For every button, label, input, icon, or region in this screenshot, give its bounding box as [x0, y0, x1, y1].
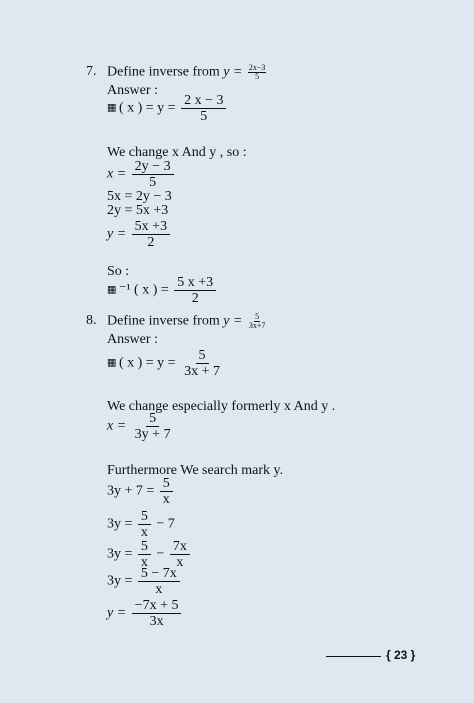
fraction-numerator: 5 [160, 476, 173, 492]
step-fraction [160, 476, 173, 507]
fraction-denominator: 3y + 7 [134, 427, 171, 442]
equation-fraction [181, 93, 226, 124]
item-heading [107, 313, 268, 330]
fraction-denominator: 3x [149, 614, 164, 629]
step [107, 509, 175, 540]
item-number: 7. [86, 64, 97, 79]
function-symbol: ▦ [107, 357, 116, 369]
step-lhs: 3y = [107, 546, 133, 562]
footer-rule [326, 656, 381, 657]
fraction-denominator: x [155, 582, 163, 597]
equation-lhs: ( x ) = y = [118, 100, 176, 116]
step-lhs: x = [107, 166, 127, 182]
answer-label: Answer : [107, 332, 158, 347]
fraction-denominator: x [176, 555, 184, 570]
fraction-numerator: 5 [255, 312, 260, 321]
step-lhs: 3y = [107, 573, 133, 589]
so-label: So : [107, 264, 130, 279]
step-operator: − [156, 546, 165, 562]
result-equation [107, 275, 218, 306]
step: 5x = 2y − 3 [107, 189, 172, 204]
fraction-numerator: 2y − 3 [132, 159, 174, 175]
answer-label: Answer : [107, 83, 158, 98]
fraction-numerator: −7x + 5 [132, 598, 182, 614]
fraction-denominator: 2 [147, 235, 155, 250]
equation-lhs: x = [107, 418, 127, 434]
fraction-denominator: x [140, 555, 148, 570]
fraction-denominator: 5 [255, 72, 260, 81]
fraction-numerator: 5 − 7x [138, 566, 180, 582]
step [107, 566, 182, 597]
heading-lhs: y = [223, 64, 243, 80]
item-number: 8. [86, 313, 97, 328]
fraction-denominator: 3x+7 [248, 321, 266, 330]
fraction-numerator: 5 x +3 [174, 275, 216, 291]
change-text: We change x And y , so : [107, 145, 247, 160]
function-symbol: ▦ [107, 102, 116, 114]
heading-text: Define inverse from [107, 64, 220, 80]
fraction-denominator: 3x + 7 [184, 364, 220, 379]
fraction-denominator: 2 [191, 291, 199, 306]
step [107, 598, 183, 629]
fraction-numerator: 2 x − 3 [181, 93, 226, 109]
fraction-numerator: 5 [146, 411, 159, 427]
result-fraction [174, 275, 216, 306]
function-symbol: ▦ [107, 284, 116, 296]
step-fraction [132, 159, 174, 190]
change-text: We change especially formerly x And y . [107, 399, 336, 414]
answer-equation [107, 348, 225, 379]
step-lhs: 3y = [107, 516, 133, 532]
fraction-denominator: x [162, 492, 170, 507]
fraction-numerator: 2x−3 [248, 63, 266, 72]
step-fraction [138, 566, 180, 597]
step-tail: − 7 [156, 516, 175, 532]
equation-fraction [181, 348, 223, 379]
answer-equation [107, 93, 228, 124]
step-fraction [132, 219, 170, 250]
fraction-numerator: 5x +3 [132, 219, 170, 235]
step [107, 219, 172, 250]
heading-fraction [248, 64, 267, 81]
equation-lhs: ⁻¹ ( x ) = [118, 282, 169, 298]
step [107, 159, 176, 190]
fraction-numerator: 7x [170, 539, 190, 555]
fraction-denominator: x [140, 525, 148, 540]
fraction-numerator: 5 [138, 539, 151, 555]
page-number: { 23 } [386, 648, 416, 662]
item-heading [107, 64, 268, 81]
heading-fraction [248, 313, 267, 330]
search-text: Furthermore We search mark y. [107, 463, 284, 478]
change-equation [107, 411, 176, 442]
equation-fraction [132, 411, 174, 442]
step-lhs: y = [107, 605, 127, 621]
step-fraction [132, 598, 182, 629]
fraction-numerator: 5 [196, 348, 209, 364]
fraction-denominator: 5 [200, 109, 208, 124]
heading-lhs: y = [223, 313, 243, 329]
heading-text: Define inverse from [107, 313, 220, 329]
step: 2y = 5x +3 [107, 203, 169, 218]
fraction-denominator: 5 [149, 175, 157, 190]
step [107, 476, 175, 507]
step-lhs: 3y + 7 = [107, 483, 155, 499]
equation-lhs: ( x ) = y = [118, 355, 176, 371]
step-lhs: y = [107, 226, 127, 242]
fraction-numerator: 5 [138, 509, 151, 525]
step-fraction [138, 509, 151, 540]
